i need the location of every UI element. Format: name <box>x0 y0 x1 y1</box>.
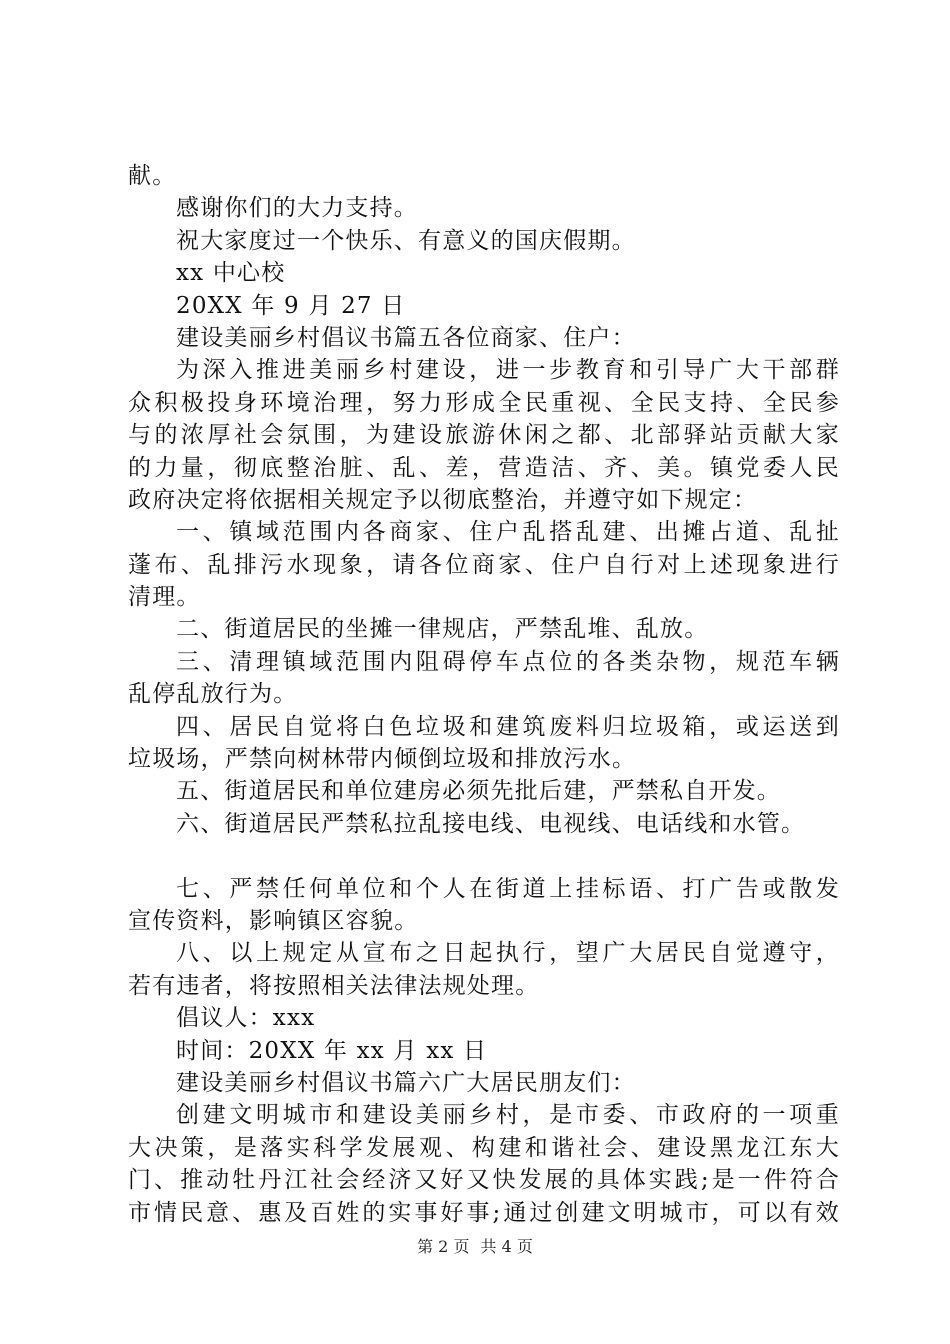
text-line: xx 中心校 <box>176 260 286 287</box>
text-line: 乱停乱放行为。 <box>128 681 298 708</box>
text-line: 倡议人：xxx <box>176 1005 316 1032</box>
text-line: 蓬布、乱排污水现象，请各位商家、住户自行对上述现象进行 <box>128 551 840 578</box>
document-body <box>128 160 840 1229</box>
text-line: 感谢你们的大力支持。 <box>176 195 418 222</box>
text-line: 众积极投身环境治理，努力形成全民重视、全民支持、全民参 <box>128 389 840 416</box>
text-line: 政府决定将依据相关规定予以彻底整治，并遵守如下规定： <box>128 486 758 513</box>
blank-line <box>128 840 840 872</box>
text-line: 门、推动牡丹江社会经济又好又快发展的具体实践;是一件符合 <box>128 1167 840 1194</box>
page-number: 第 2 页 <box>417 1237 470 1256</box>
text-line: 四、居民自觉将白色垃圾和建筑废料归垃圾箱，或运送到 <box>176 713 840 740</box>
text-line: 垃圾场，严禁向树林带内倾倒垃圾和排放污水。 <box>128 746 637 773</box>
section-heading: 建设美丽乡村倡议书篇五各位商家、住户： <box>176 324 636 351</box>
text-line: 时间：20XX 年 xx 月 xx 日 <box>176 1037 488 1064</box>
text-line: 二、街道居民的坐摊一律规店，严禁乱堆、乱放。 <box>176 616 709 643</box>
text-line: 与的浓厚社会氛围，为建设旅游休闲之都、北部驿站贡献大家 <box>128 422 840 449</box>
text-line: 祝大家度过一个快乐、有意义的国庆假期。 <box>176 227 636 254</box>
text-line: 六、街道居民严禁私拉乱接电线、电视线、电话线和水管。 <box>176 810 806 837</box>
section-heading: 建设美丽乡村倡议书篇六广大居民朋友们： <box>176 1069 636 1096</box>
text-line: 大决策，是落实科学发展观、构建和谐社会、建设黑龙江东大 <box>128 1134 840 1161</box>
text-line: 八、以上规定从宣布之日起执行，望广大居民自觉遵守， <box>176 940 840 967</box>
text-line: 一、镇域范围内各商家、住户乱搭乱建、出摊占道、乱扯 <box>176 519 840 546</box>
page-total: 共 4 页 <box>480 1237 533 1256</box>
text-line: 七、严禁任何单位和个人在街道上挂标语、打广告或散发 <box>176 875 840 902</box>
text-line: 创建文明城市和建设美丽乡村，是市委、市政府的一项重 <box>176 1102 840 1129</box>
text-line: 的力量，彻底整治脏、乱、差，营造洁、齐、美。镇党委人民 <box>128 454 840 481</box>
text-line: 宣传资料，影响镇区容貌。 <box>128 907 419 934</box>
text-line: 献。 <box>128 163 177 189</box>
page-footer <box>0 1236 950 1258</box>
text-line: 为深入推进美丽乡村建设，进一步教育和引导广大干部群 <box>176 357 840 384</box>
text-line: 20XX 年 9 月 27 日 <box>176 292 406 319</box>
text-line: 市情民意、惠及百姓的实事好事;通过创建文明城市，可以有效 <box>128 1199 840 1226</box>
text-line: 清理。 <box>128 584 201 611</box>
text-line: 若有违者，将按照相关法律法规处理。 <box>128 972 540 999</box>
text-line: 三、清理镇域范围内阻碍停车点位的各类杂物，规范车辆 <box>176 648 840 675</box>
text-line: 五、街道居民和单位建房必须先批后建，严禁私自开发。 <box>176 778 781 805</box>
